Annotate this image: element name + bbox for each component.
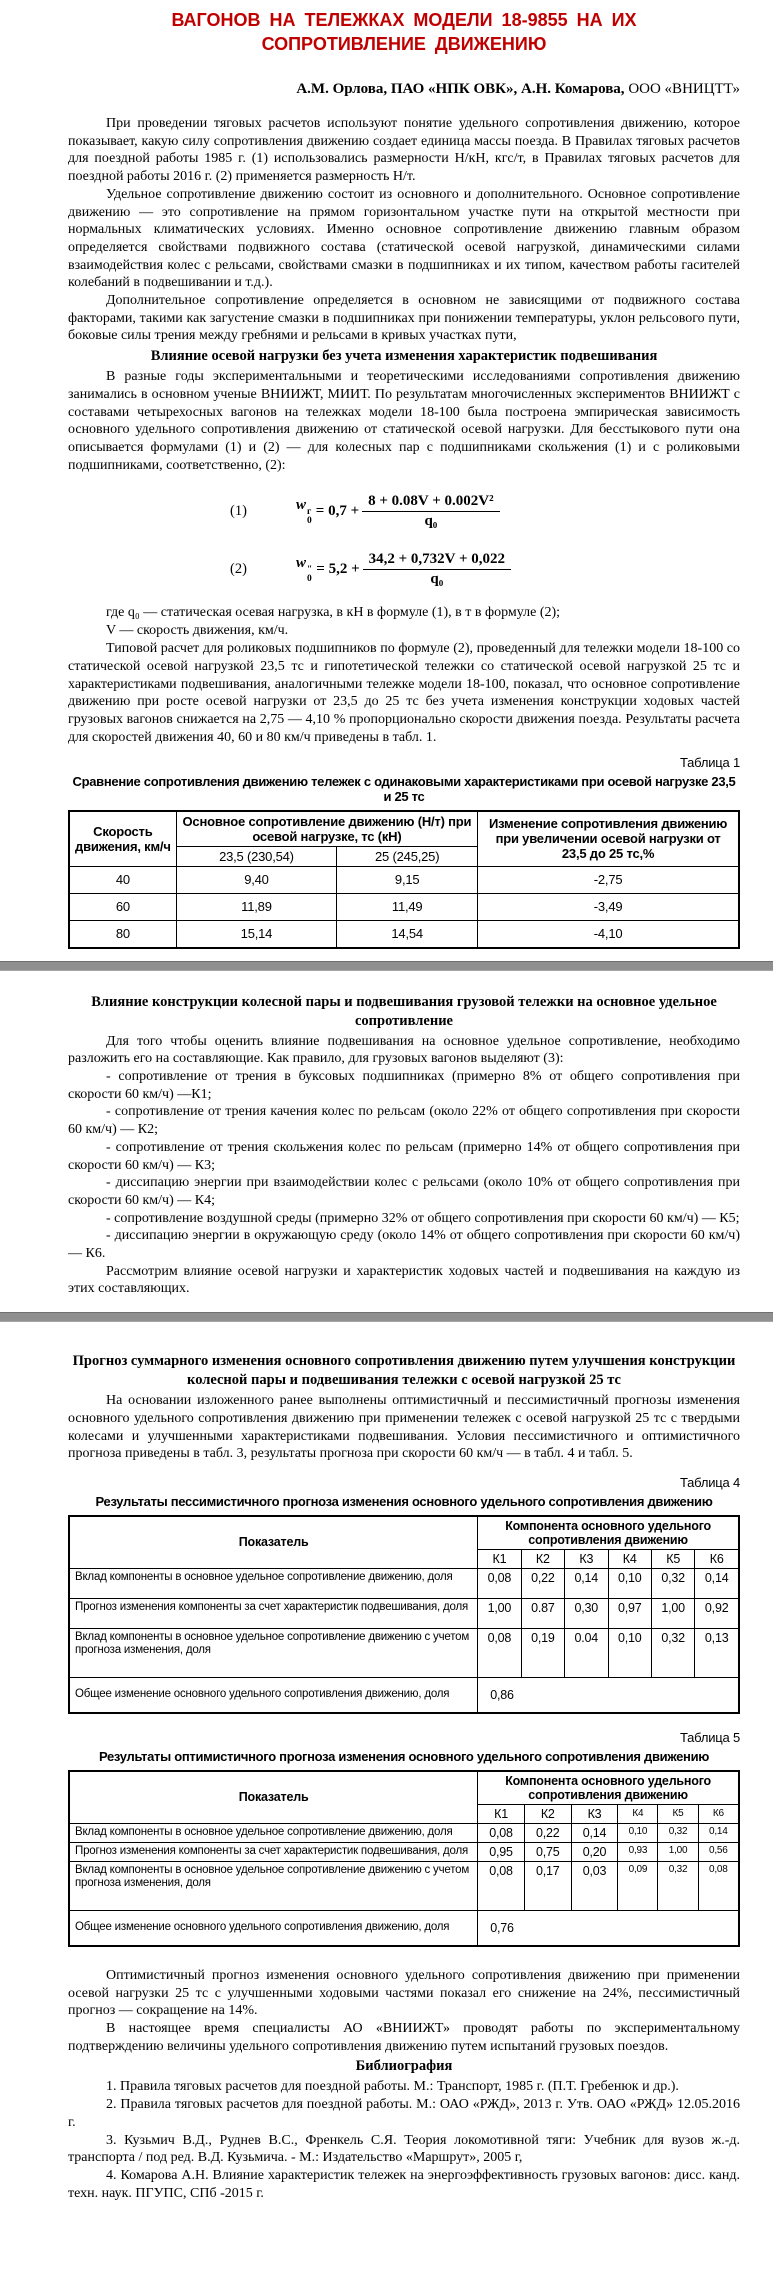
table1-cell: 9,40 xyxy=(176,866,337,893)
page3-content xyxy=(0,1352,773,2202)
table1-cell: 11,49 xyxy=(337,893,478,920)
formula-2-mid: = 5,2 + xyxy=(316,560,360,577)
table5-row-label: Прогноз изменения компоненты за счет характеристик подвешивания, доля xyxy=(69,1842,478,1861)
bibliography-item-4: 4. Комарова А.Н. Влияние характеристик тележек на энергоэффективность грузовых вагонов: дисс. канд. техн. наук. ПГУПС, СПб -2015 г. xyxy=(68,2167,740,2201)
table1-cell: 11,89 xyxy=(176,893,337,920)
table5-cell: 0,14 xyxy=(571,1823,618,1842)
table5-k4-header: К4 xyxy=(618,1804,658,1823)
table4-cell: 0,08 xyxy=(478,1628,521,1677)
closing-paragraph-2: В настоящее время специалисты АО «ВНИИЖТ» проводят работы по экспериментальному подтверждению величины удельного сопротивления движению путем испытаний грузовых поездов. xyxy=(68,2021,740,2054)
bullet-item-k2: - сопротивление от трения качения колес по рельсам (около 22% от общего сопротивления при скорости 60 км/ч) — К2; xyxy=(68,1104,740,1138)
table5-row-contribution xyxy=(69,1823,739,1842)
table5-k2-header: К2 xyxy=(524,1804,571,1823)
table4-cell: 0,13 xyxy=(695,1628,739,1677)
intro-paragraph-1: При проведении тяговых расчетов используют понятие удельного сопротивления движению, которое показывает, какую силу сопротивления движению создает единица массы поезда. В Правилах тяговых расчетов для поездной работы 1985 г. (1) использовались размерности Н/кН, кгс/т, в Правилах тяговых расчетов для поездной работы 2016 г. (2) применяется размерность Н/т. xyxy=(68,116,740,185)
table4-total-value: 0,86 xyxy=(478,1677,739,1713)
formula-legend-v: V — скорость движения, км/ч. xyxy=(106,623,289,639)
table5-cell: 0,08 xyxy=(478,1823,525,1842)
table4-total-row xyxy=(69,1677,739,1713)
table4-header-row xyxy=(69,1516,739,1550)
section2-bullet-list xyxy=(68,1068,740,1263)
formula-2-numerator: 34,2 + 0,732V + 0,022 xyxy=(363,551,511,570)
table4 xyxy=(68,1515,740,1714)
table1-cell: 80 xyxy=(69,920,176,948)
table5-k3-header: К3 xyxy=(571,1804,618,1823)
bibliography-item-1: 1. Правила тяговых расчетов для поездной работы. М.: Транспорт, 1985 г. (П.Т. Гребенюк и др.). xyxy=(106,2079,679,2095)
formula-1-subsup xyxy=(307,508,312,526)
page2-content xyxy=(0,993,773,1299)
table5-caption: Результаты оптимистичного прогноза изменения основного удельного сопротивления движению xyxy=(98,1748,710,1764)
table1-sub1: 23,5 (230,54) xyxy=(176,846,337,866)
formula-2-number: (2) xyxy=(230,560,247,577)
table4-cell: 0,97 xyxy=(608,1598,651,1628)
table5-col-indicator: Показатель xyxy=(69,1771,478,1824)
table5-row-label: Вклад компоненты в основное удельное сопротивление движению, доля xyxy=(69,1823,478,1842)
section3-paragraph-1: На основании изложенного ранее выполнены оптимистичный и пессимистичный прогнозы изменения основного удельного сопротивления движению при применении тележек с осевой нагрузкой 25 тс с твердыми колесами и улучшенными характеристиками подвешивания. Условия пессимистичного и оптимистичного прогноза приведены в табл. 3, результаты прогноза при скорости 60 км/ч — в табл. 4 и табл. 5. xyxy=(68,1393,740,1462)
closing-paragraph-1: Оптимистичный прогноз изменения основного удельного сопротивления движению при применении осевой нагрузки 25 тс с улучшенными ходовыми частями показал его снижение на 24%, пессимистичный прогноз — сокращение на 14%. xyxy=(68,1967,740,2019)
page1-content xyxy=(0,8,773,949)
intro-paragraph-3: Дополнительное сопротивление определяется в основном не зависящими от подвижного состава факторами, такими как загустение смазки в подшипниках при понижении температуры, уклон рельсового пути, боковые силы трения между гребнями и рельсами в кривых участках пути, xyxy=(68,293,740,344)
table5-cell: 0,08 xyxy=(478,1861,525,1910)
bullet-item-k3: - сопротивление от трения скольжения колес по рельсам (примерно 14% от общего сопротивления при скорости 60 км/ч) — К3; xyxy=(68,1139,740,1173)
table4-cell: 0,10 xyxy=(608,1628,651,1677)
table1-caption: Сравнение сопротивления движению тележек с одинаковыми характеристиками при осевой нагрузке 23,5 и 25 тс xyxy=(72,773,736,804)
table5-k5-header: К5 xyxy=(658,1804,698,1823)
table5-total-row xyxy=(69,1910,739,1946)
table4-k5-header: К5 xyxy=(651,1549,694,1568)
table5-cell: 0,17 xyxy=(524,1861,571,1910)
formula-1-mid: = 0,7 + xyxy=(315,502,360,519)
table4-k6-header: К6 xyxy=(695,1549,739,1568)
formula-2-sub: 0 xyxy=(307,573,312,584)
table5-cell: 0,56 xyxy=(698,1842,739,1861)
table1-cell: 14,54 xyxy=(337,920,478,948)
table4-k2-header: К2 xyxy=(521,1549,564,1568)
table1 xyxy=(68,810,740,949)
formula-2-expression xyxy=(296,551,511,588)
table5-total-value: 0,76 xyxy=(478,1910,739,1946)
table5-cell: 0,08 xyxy=(698,1861,739,1910)
table5-k6-header: К6 xyxy=(698,1804,739,1823)
formula-2-sup: ″ xyxy=(307,564,313,575)
table5-cell: 0,93 xyxy=(618,1842,658,1861)
table5-cell: 0,14 xyxy=(698,1823,739,1842)
table4-col-group: Компонента основного удельного сопротивления движению xyxy=(478,1516,739,1550)
bibliography-heading: Библиография xyxy=(355,2058,453,2075)
bibliography-list xyxy=(68,2078,740,2202)
intro-paragraph-2: Удельное сопротивление движению состоит из основного и дополнительного. Основное сопротивление движению — это сопротивление на прямом горизонтальном участке пути на открытой местности при нормальных климатических условиях. Именно основное сопротивление движению главным образом определяется свойствами подвижного состава (статической осевой нагрузкой, динамическими силами взаимодействия колес с рельсами, свойствами смазки в подшипниках и их типом, качеством работы гасителей колебаний в подвешивании и т.д.). xyxy=(68,186,740,291)
article-title: ВАГОНОВ НА ТЕЛЕЖКАХ МОДЕЛИ 18-9855 НА ИХ СОПРОТИВЛЕНИЕ ДВИЖЕНИЮ xyxy=(171,10,637,54)
table5-total-label: Общее изменение основного удельного сопротивления движению, доля xyxy=(69,1910,478,1946)
formula-1-variable: w xyxy=(296,496,307,513)
table4-cell: 0,08 xyxy=(478,1568,521,1598)
section1-heading: Влияние осевой нагрузки без учета изменения характеристик подвешивания xyxy=(150,348,658,365)
section1-paragraph-2: Типовой расчет для роликовых подшипников по формуле (2), проведенный для тележки модели 18-100 со статической осевой нагрузкой 23,5 тс и гипотетической тележки со статической осевой нагрузкой 25 тс и характеристиками подвешивания, аналогичными тележке модели 18-100, показал, что основное сопротивление движению при росте осевой нагрузки от 23,5 до 25 тс без учета изменения конструкции ходовых частей грузовых вагонов снижается на 2,75 — 4,10 % пропорционально скорости движения поезда. Результаты расчета для скоростей движения 40, 60 и 80 км/ч приведены в табл. 1. xyxy=(68,641,740,745)
page-break-bar xyxy=(0,961,773,971)
formula-1 xyxy=(68,488,740,534)
table1-cell: 40 xyxy=(69,866,176,893)
table4-row-contribution xyxy=(69,1568,739,1598)
section2-heading: Влияние конструкции колесной пары и подвешивания грузовой тележки на основное удельное сопротивление xyxy=(91,993,717,1029)
table1-row-60 xyxy=(69,893,739,920)
table4-k3-header: К3 xyxy=(565,1549,608,1568)
formula-1-number: (1) xyxy=(230,502,247,519)
table1-header-row xyxy=(69,811,739,847)
formula-2-fraction xyxy=(363,551,511,588)
table1-cell: 60 xyxy=(69,893,176,920)
authors-org: ООО «ВНИЦТТ» xyxy=(624,81,740,97)
table5-cell: 0,32 xyxy=(658,1823,698,1842)
page-break-bar xyxy=(0,1312,773,1322)
formula-1-sub: 0 xyxy=(307,515,312,526)
table1-col-speed: Скорость движения, км/ч xyxy=(69,811,176,867)
table1-col-main: Основное сопротивление движению (Н/т) при осевой нагрузке, тс (кН) xyxy=(176,811,477,847)
authors-names: А.М. Орлова, ПАО «НПК ОВК», А.Н. Комарова, xyxy=(296,81,625,97)
section2-paragraph-1: Для того чтобы оценить влияние подвешивания на основное удельное сопротивление, необходимо разложить его на составляющие. Как правило, для грузовых вагонов выделяют (3): xyxy=(68,1033,740,1067)
table1-label: Таблица 1 xyxy=(679,754,740,770)
table5-cell: 0,95 xyxy=(478,1842,525,1861)
formula-1-numerator: 8 + 0.08V + 0.002V² xyxy=(362,493,500,512)
table4-cell: 0,14 xyxy=(565,1568,608,1598)
table4-cell: 1,00 xyxy=(651,1598,694,1628)
table1-cell: -4,10 xyxy=(478,920,739,948)
table5-cell: 1,00 xyxy=(658,1842,698,1861)
table1-cell: 9,15 xyxy=(337,866,478,893)
table5 xyxy=(68,1770,740,1947)
table4-total-label: Общее изменение основного удельного сопротивления движению, доля xyxy=(69,1677,478,1713)
table1-col-change: Изменение сопротивления движению при увеличении осевой нагрузки от 23,5 до 25 тс,% xyxy=(478,811,739,867)
bullet-item-k1: - сопротивление от трения в буксовых подшипниках (примерно 8% от общего сопротивления при скорости 60 км/ч) —К1; xyxy=(68,1068,740,1102)
table5-cell: 0,03 xyxy=(571,1861,618,1910)
bibliography-item-3: 3. Кузьмич В.Д., Руднев В.С., Френкель С.Я. Теория локомотивной тяги: Учебник для вузов ж.-д. транспорта / под ред. В.Д. Кузьмича. - М.: Издательство «Маршрут», 2005 г, xyxy=(68,2132,740,2166)
bullet-item-k5: - сопротивление воздушной среды (примерно 32% от общего сопротивления при скорости 60 км/ч) — К5; xyxy=(106,1210,740,1226)
table4-cell: 0.04 xyxy=(565,1628,608,1677)
table4-cell: 0,14 xyxy=(695,1568,739,1598)
table4-col-indicator: Показатель xyxy=(69,1516,478,1569)
table4-k1-header: К1 xyxy=(478,1549,521,1568)
table1-cell: -3,49 xyxy=(478,893,739,920)
bullet-item-k6: - диссипацию энергии в окружающую среду (около 14% от общего сопротивления при скорости 60 км/ч) — К6. xyxy=(68,1228,740,1262)
formula-2-variable: w xyxy=(296,554,307,571)
table5-header-row xyxy=(69,1771,739,1805)
table5-cell: 0,75 xyxy=(524,1842,571,1861)
formula-1-lhs xyxy=(296,497,312,526)
table1-row-40 xyxy=(69,866,739,893)
table4-row-label: Прогноз изменения компоненты за счет характеристик подвешивания, доля xyxy=(69,1598,478,1628)
formula-1-sup: г xyxy=(307,506,312,517)
formula-2-subsup xyxy=(307,566,312,584)
table1-row-80 xyxy=(69,920,739,948)
table5-cell: 0,22 xyxy=(524,1823,571,1842)
table5-cell: 0,20 xyxy=(571,1842,618,1861)
authors-line xyxy=(68,80,740,99)
table1-cell: 15,14 xyxy=(176,920,337,948)
formula-legend xyxy=(68,604,740,640)
bullet-item-k4: - диссипацию энергии при взаимодействии колес с рельсами (около 10% от общего сопротивления при скорости 60 км/ч) — К4; xyxy=(68,1175,740,1208)
formula-legend-q0: где q₀ — статическая осевая нагрузка, в кН в формуле (1), в т в формуле (2); xyxy=(106,605,561,621)
table4-row-adjusted xyxy=(69,1628,739,1677)
table4-cell: 0,19 xyxy=(521,1628,564,1677)
table4-cell: 0,22 xyxy=(521,1568,564,1598)
bibliography-item-2: 2. Правила тяговых расчетов для поездной работы. М.: ОАО «РЖД», 2013 г. Утв. ОАО «РЖД» 12.05.2016 г. xyxy=(68,2097,740,2130)
table4-label: Таблица 4 xyxy=(679,1474,740,1490)
table5-label: Таблица 5 xyxy=(679,1729,740,1745)
table5-k1-header: К1 xyxy=(478,1804,525,1823)
table4-cell: 0,10 xyxy=(608,1568,651,1598)
table4-row-label: Вклад компоненты в основное удельное сопротивление движению с учетом прогноза изменения, доля xyxy=(69,1628,478,1677)
table5-col-group: Компонента основного удельного сопротивления движению xyxy=(478,1771,739,1805)
table5-row-adjusted xyxy=(69,1861,739,1910)
table5-cell: 0,32 xyxy=(658,1861,698,1910)
formula-2 xyxy=(68,546,740,592)
formula-1-expression xyxy=(296,493,500,530)
formula-1-denominator: q₀ xyxy=(424,512,438,529)
section2-paragraph-2: Рассмотрим влияние осевой нагрузки и характеристик ходовых частей и подвешивания на каждую из этих составляющих. xyxy=(68,1263,740,1297)
section1-paragraph-1: В разные годы экспериментальными и теоретическими исследованиями сопротивления движению занимались в основном ученые ВНИИЖТ, МИИТ. По результатам многочисленных экспериментов ВНИИЖТ с составами четырехосных вагонов на тележках модели 18-100 была построена эмпирическая зависимость основного удельного сопротивления движению от статической осевой нагрузки. Для бесстыкового пути она описывается формулами (1) и (2) — для колесных пар с подшипниками скольжения (1) и с роликовыми подшипниками, соответственно, (2): xyxy=(68,369,740,473)
table4-caption: Результаты пессимистичного прогноза изменения основного удельного сопротивления движению xyxy=(95,1493,713,1509)
table5-row-forecast xyxy=(69,1842,739,1861)
table4-cell: 0,30 xyxy=(565,1598,608,1628)
table1-cell: -2,75 xyxy=(478,866,739,893)
table5-row-label: Вклад компоненты в основное удельное сопротивление движению с учетом прогноза изменения, доля xyxy=(69,1861,478,1910)
table4-row-forecast xyxy=(69,1598,739,1628)
table5-cell: 0,10 xyxy=(618,1823,658,1842)
table4-row-label: Вклад компоненты в основное удельное сопротивление движению, доля xyxy=(69,1568,478,1598)
table4-cell: 0,92 xyxy=(695,1598,739,1628)
table5-cell: 0,09 xyxy=(618,1861,658,1910)
table4-cell: 0,32 xyxy=(651,1628,694,1677)
table4-cell: 0,32 xyxy=(651,1568,694,1598)
table4-cell: 0.87 xyxy=(521,1598,564,1628)
formula-2-denominator: q₀ xyxy=(430,570,444,587)
section3-heading: Прогноз суммарного изменения основного сопротивления движению путем улучшения конструкции колесной пары и подвешивания тележки с осевой нагрузкой 25 тс xyxy=(72,1353,736,1389)
table4-cell: 1,00 xyxy=(478,1598,521,1628)
formula-2-lhs xyxy=(296,555,312,584)
formula-1-fraction xyxy=(362,493,500,530)
table4-k4-header: К4 xyxy=(608,1549,651,1568)
table1-sub2: 25 (245,25) xyxy=(337,846,478,866)
